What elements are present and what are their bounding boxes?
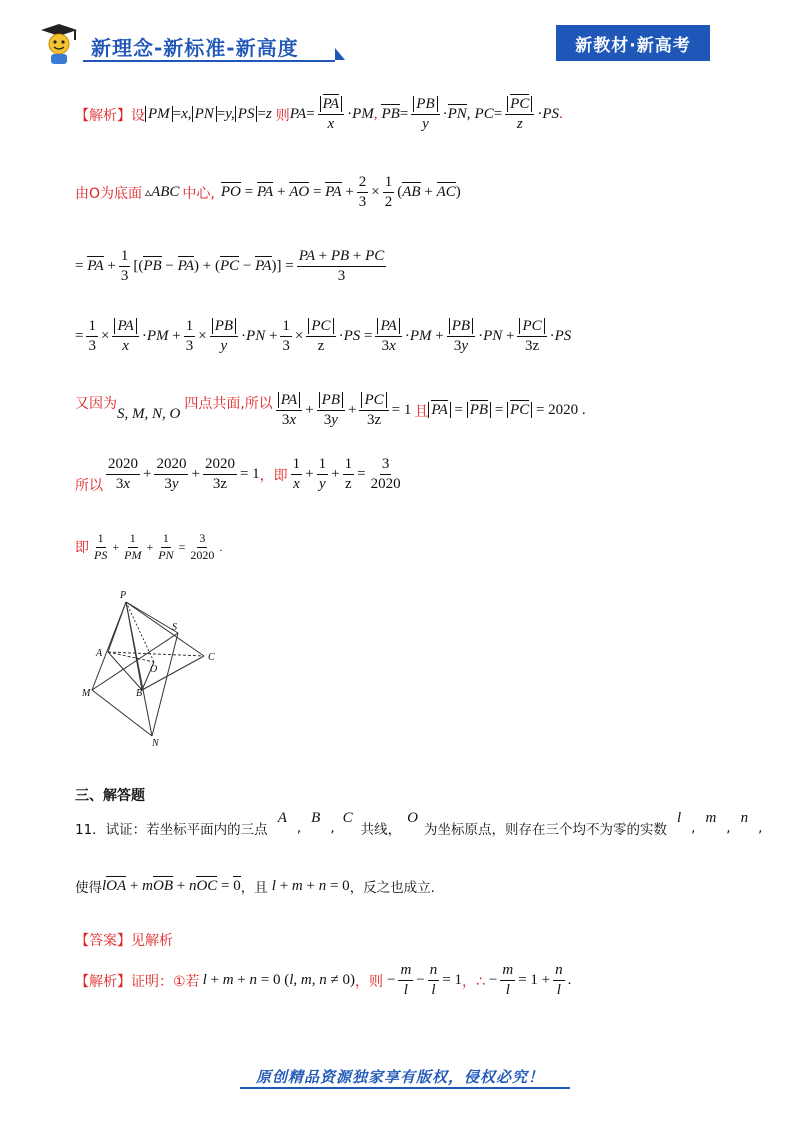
vector-pb: PB=	[381, 106, 409, 123]
label-O: O	[150, 664, 158, 675]
analysis-line-6: 所以 $\frac{2020}{3x}$ + $\frac{2020}{3y}$ + $\frac{2020}{3z}$ = 1 ，即 $\frac{1}{x}$ + $\frac{1}{y}$ + $\frac{1}{z}$ = $\frac{3}{2020}$	[75, 456, 401, 494]
o-base-text: 由O为底面	[75, 185, 143, 202]
header-rule	[83, 60, 335, 62]
analysis-line-4: = $\frac{1}{3}$ × $\frac{PA}{x}$ ·PM + $\frac{1}{3}$ × $\frac{PB}{y}$ ·PN + $\frac{1}{3}$ × $\frac{PC}{z}$ ·PS = $\frac{PA}{3x}$ ·PM + $\frac{PB}{3y}$ ·PN + $\frac{PC}{3z}$ ·PS	[75, 318, 572, 355]
vector-pa: PA=	[289, 106, 315, 123]
because-text: 又因为	[75, 395, 117, 412]
analysis-line-7: 即 $\frac{1}{PS}$ + $\frac{1}{PM}$ + $\frac{1}{PN}$ = $\frac{3}{2020}$ .	[75, 531, 223, 562]
therefore-text: ，∴	[461, 973, 485, 990]
then-word: 则	[275, 107, 290, 124]
analysis-tag: 【解析】	[75, 107, 131, 124]
footer-rule	[240, 1087, 570, 1089]
label-N: N	[152, 738, 159, 748]
analysis-line-1: 【解析】 设 PM =x, PN =y, PS =z 则 PA= $\frac{PA}{x}$ ·PM , PB= $\frac{PB}{y}$ ·PN, PC= $\frac{PC}{z}$ ·PS.	[75, 96, 563, 133]
set-word: 设	[131, 107, 145, 124]
q11-and: ，且	[240, 880, 268, 896]
question-11-line-1: 11．试证：若坐标平面内的三点 A , B , C 共线， O 为坐标原点，则存在三个均不为零的实数 l , m , n ,	[75, 809, 763, 838]
question-11-line-2: 使得 lOA + mOB + nOC = 0 ，且 l + m + n = 0 ，反之也成立.	[75, 877, 435, 896]
label-A: A	[96, 648, 103, 659]
graduate-logo-icon	[33, 22, 85, 66]
namely-text-2: 即	[75, 540, 89, 557]
namely-text-1: ，即	[259, 467, 288, 484]
label-P: P	[120, 590, 127, 601]
then-text: ，则	[354, 973, 383, 990]
answer-text: 见解析	[131, 933, 173, 949]
answer-line	[75, 930, 173, 950]
header-rule-corner	[335, 48, 345, 60]
vector-pc: PC=	[474, 106, 503, 123]
copyright-footer: 原创精品资源独家享有版权，侵权必究！	[255, 1068, 544, 1086]
proof-line: 【解析】 证明：①若 l + m + n = 0 (l, m, n ≠ 0) ，则 − $\frac{m}{l}$ − $\frac{n}{l}$ = 1 ，∴ − $\frac{m}{l}$ = 1 + $\frac{n}{l}$ .	[75, 962, 572, 999]
header-badge: 新教材·新高考	[556, 25, 710, 61]
pyramid-figure	[80, 588, 230, 748]
analysis-line-5: 又因为 S, M, N, O 四点共面,所以 $\frac{PA}{3x}$ + $\frac{PB}{3y}$ + $\frac{PC}{3z}$ = 1 且 PA = PB = PC = 2020 .	[75, 392, 586, 429]
analysis-line-3: = PA + $\frac{1}{3}$ [(PB − PA) + (PC − PA)] = $\frac{PA + PB + PC}{3}$	[75, 248, 385, 285]
center-text: 中心,	[182, 185, 215, 202]
q11-tail: ，反之也成立.	[349, 880, 435, 896]
label-B: B	[136, 688, 143, 699]
q11-collinear: 共线，	[360, 822, 402, 838]
header-brand	[33, 22, 333, 66]
header-slogan: 新理念-新标准-新高度	[91, 36, 299, 60]
so-text: 所以	[75, 477, 103, 494]
label-M: M	[82, 688, 91, 699]
q11-origin: 为坐标原点，则存在三个均不为零的实数	[423, 822, 667, 838]
po-expression: PO = PA + AO = PA +	[220, 184, 354, 201]
q11-make: 使得	[75, 880, 102, 896]
label-S: S	[172, 622, 177, 633]
q11-prefix: 11．试证：若坐标平面内的三点	[75, 822, 268, 838]
analysis-line-2: 由O为底面 ▵ABC 中心, PO = PA + AO = PA + $\frac{2}{3}$ × $\frac{1}{2}$ (AB + AC)	[75, 174, 461, 211]
answer-tag: 【答案】	[75, 933, 131, 949]
analysis-tag-2: 【解析】	[75, 973, 131, 990]
proof-text: 证明：①若	[131, 973, 200, 990]
and-text: 且	[414, 403, 429, 420]
coplanar-text: 四点共面,所以	[184, 395, 273, 412]
label-C: C	[208, 652, 215, 663]
section-title: 三、解答题	[75, 788, 145, 804]
length-defs: PM =x, PN =y, PS =z	[145, 106, 272, 123]
